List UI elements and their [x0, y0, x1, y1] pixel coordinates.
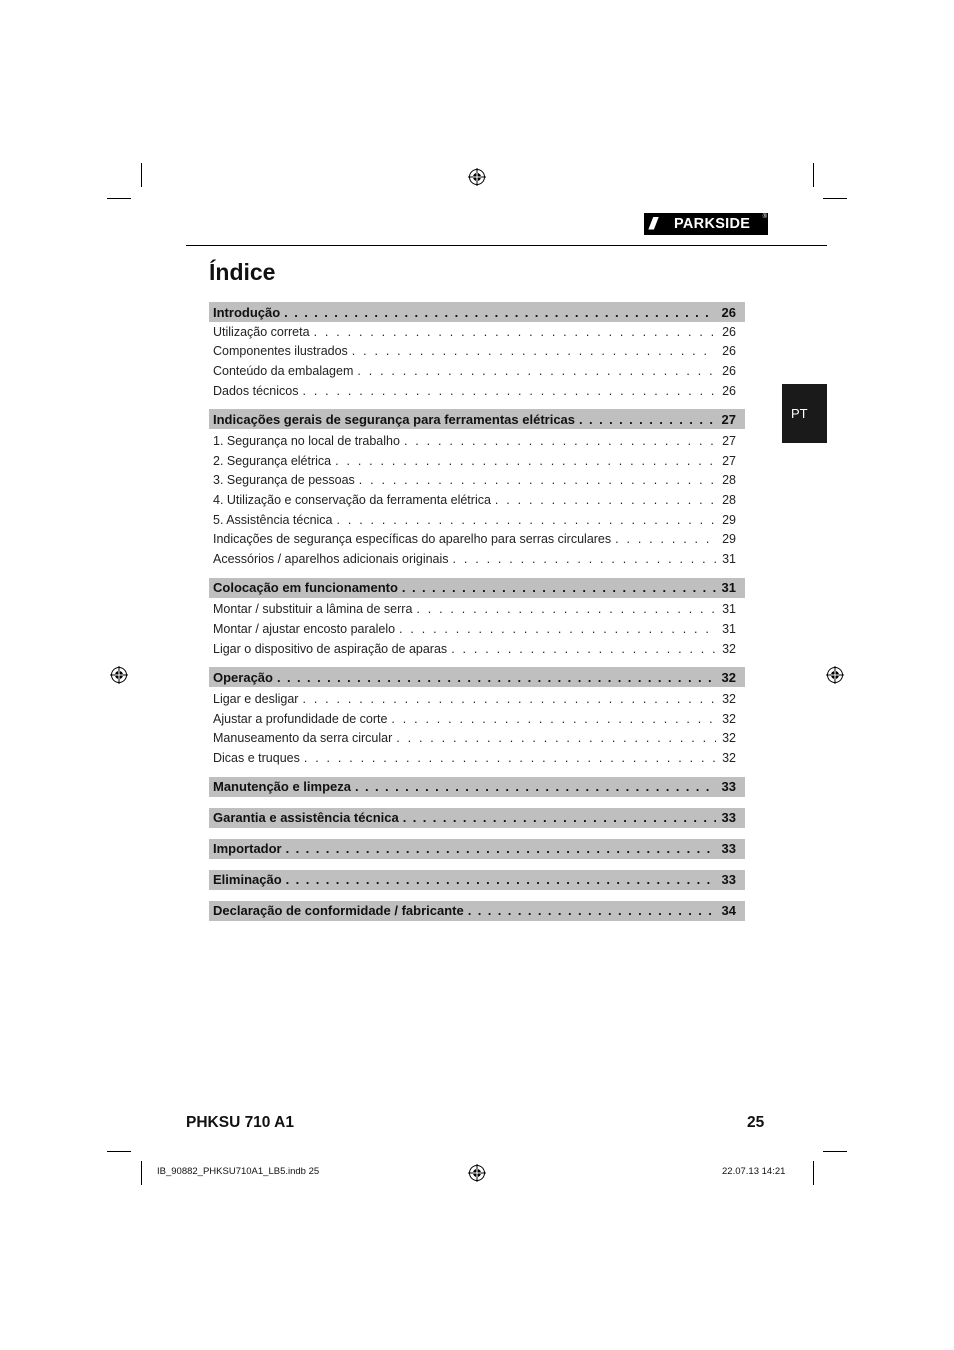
- brand-logo-slashes: ///: [649, 214, 655, 233]
- language-tab: [782, 384, 827, 443]
- toc-section-label: Introdução: [213, 304, 281, 320]
- toc-entry-page: 26: [722, 383, 736, 398]
- toc-section-heading[interactable]: [209, 839, 745, 859]
- toc-section-page: 31: [721, 580, 736, 596]
- toc-leader-dots: [337, 513, 716, 527]
- toc-section-heading[interactable]: [209, 302, 745, 322]
- language-tab-label: PT: [791, 406, 808, 421]
- toc-section: [209, 409, 745, 568]
- toc-leader-dots: [404, 434, 716, 448]
- toc-entry[interactable]: [209, 322, 745, 342]
- toc-section-page: 27: [721, 411, 736, 427]
- crop-mark-top-left-v: [141, 163, 142, 187]
- toc-entry[interactable]: [209, 361, 745, 381]
- toc-entry-page: 29: [722, 512, 736, 527]
- toc-entry-page: 29: [722, 532, 736, 547]
- toc-entry[interactable]: [209, 490, 745, 510]
- registration-mark-icon: [826, 666, 844, 684]
- toc-leader-dots: [399, 622, 716, 636]
- footer-page-number: 25: [747, 1114, 765, 1131]
- toc-section-label: Manutenção e limpeza: [213, 779, 351, 795]
- toc-entry-label: 3. Segurança de pessoas: [213, 473, 355, 488]
- toc-entry[interactable]: [209, 510, 745, 530]
- header-rule: [186, 245, 827, 246]
- toc-leader-dots: [468, 903, 716, 918]
- toc-entry-page: 32: [722, 711, 736, 726]
- toc-leader-dots: [359, 473, 716, 487]
- toc-entry-label: 4. Utilização e conservação da ferramenta elétrica: [213, 492, 491, 507]
- crop-mark-top-right-v: [813, 163, 814, 187]
- toc-entry-page: 28: [722, 473, 736, 488]
- toc-entry-label: Utilização correta: [213, 324, 310, 339]
- toc-entry-page: 31: [722, 602, 736, 617]
- toc-section-label: Colocação em funcionamento: [213, 580, 398, 596]
- crop-mark-top-right-h: [823, 198, 847, 199]
- toc-entry[interactable]: [209, 729, 745, 749]
- toc-section-label: Garantia e assistência técnica: [213, 810, 399, 826]
- toc-entry-label: Manuseamento da serra circular: [213, 731, 393, 746]
- toc-entry-label: 1. Segurança no local de trabalho: [213, 434, 400, 449]
- toc-section-page: 33: [721, 779, 736, 795]
- brand-logo: [644, 213, 768, 235]
- print-slug-file: IB_90882_PHKSU710A1_LB5.indb 25: [157, 1166, 320, 1177]
- toc-leader-dots: [416, 602, 716, 616]
- toc-section-label: Importador: [213, 841, 282, 857]
- toc-leader-dots: [402, 580, 716, 595]
- toc-leader-dots: [495, 493, 716, 507]
- toc-entry-label: 2. Segurança elétrica: [213, 453, 332, 468]
- toc-leader-dots: [352, 344, 716, 358]
- toc-entry[interactable]: [209, 709, 745, 729]
- toc-section-page: 34: [721, 903, 736, 919]
- toc-entry-page: 31: [722, 621, 736, 636]
- toc-entry-page: 32: [722, 750, 736, 765]
- toc-entry-label: Ajustar a profundidade de corte: [213, 711, 388, 726]
- registration-mark-icon: [468, 168, 486, 186]
- crop-mark-bottom-right-v: [813, 1161, 814, 1185]
- toc-leader-dots: [396, 731, 716, 745]
- toc-leader-dots: [286, 872, 716, 887]
- toc-entry[interactable]: [209, 689, 745, 709]
- crop-mark-bottom-left-h: [107, 1151, 131, 1152]
- crop-mark-bottom-left-v: [141, 1161, 142, 1185]
- toc-entry-label: 5. Assistência técnica: [213, 512, 333, 527]
- toc-leader-dots: [302, 384, 716, 398]
- toc-entry-label: Montar / ajustar encosto paralelo: [213, 621, 396, 636]
- toc-entry-page: 26: [722, 363, 736, 378]
- toc-section-heading[interactable]: [209, 808, 745, 828]
- toc-entry[interactable]: [209, 471, 745, 491]
- toc-entry[interactable]: [209, 748, 745, 768]
- brand-registered-mark: ®: [762, 214, 767, 220]
- toc-leader-dots: [314, 325, 716, 339]
- toc-leader-dots: [615, 532, 716, 546]
- toc-entry-page: 32: [722, 692, 736, 707]
- toc-entry-label: Dados técnicos: [213, 383, 299, 398]
- toc-leader-dots: [302, 692, 716, 706]
- toc-leader-dots: [579, 412, 716, 427]
- toc-section-label: Declaração de conformidade / fabricante: [213, 903, 464, 919]
- toc-section-heading[interactable]: [209, 777, 745, 797]
- toc-section-page: 32: [721, 669, 736, 685]
- toc-leader-dots: [357, 364, 716, 378]
- toc-section-page: 33: [721, 841, 736, 857]
- toc-entry[interactable]: [209, 342, 745, 362]
- toc-leader-dots: [453, 552, 716, 566]
- toc-entry[interactable]: [209, 431, 745, 451]
- toc-entry-page: 26: [722, 344, 736, 359]
- crop-mark-top-left-h: [107, 198, 131, 199]
- toc-leader-dots: [335, 454, 716, 468]
- toc-section-page: 33: [721, 810, 736, 826]
- toc-section-heading[interactable]: [209, 667, 745, 687]
- toc-entry[interactable]: [209, 451, 745, 471]
- toc-section: [209, 302, 745, 400]
- registration-mark-icon: [110, 666, 128, 684]
- toc-entry-page: 28: [722, 492, 736, 507]
- toc-entry[interactable]: [209, 549, 745, 569]
- toc-entry-page: 27: [722, 434, 736, 449]
- toc-leader-dots: [451, 642, 716, 656]
- toc-entry-label: Acessórios / aparelhos adicionais originais: [213, 551, 449, 566]
- toc-section-heading[interactable]: [209, 901, 745, 921]
- toc-entry[interactable]: [209, 600, 745, 620]
- toc-entry-label: Ligar e desligar: [213, 692, 299, 707]
- toc-section-label: Indicações gerais de segurança para ferramentas elétricas: [213, 411, 576, 427]
- print-slug-timestamp: 22.07.13 14:21: [722, 1166, 786, 1177]
- toc-entry-label: Conteúdo da embalagem: [213, 363, 354, 378]
- toc-leader-dots: [304, 751, 716, 765]
- toc-section-page: 26: [721, 304, 736, 320]
- toc-section-heading[interactable]: [209, 870, 745, 890]
- toc-leader-dots: [355, 779, 716, 794]
- toc-section-label: Operação: [213, 669, 273, 685]
- footer-model-name: PHKSU 710 A1: [186, 1114, 294, 1131]
- toc-entry[interactable]: [209, 639, 745, 659]
- toc-entry[interactable]: [209, 529, 745, 549]
- toc-entry-label: Ligar o dispositivo de aspiração de aparas: [213, 641, 448, 656]
- page-title: Índice: [209, 259, 276, 285]
- toc-leader-dots: [277, 670, 716, 685]
- toc-entry[interactable]: [209, 381, 745, 401]
- toc-entry-page: 31: [722, 551, 736, 566]
- toc-section: [209, 578, 745, 659]
- toc-leader-dots: [391, 712, 716, 726]
- toc-section-heading[interactable]: [209, 409, 745, 429]
- crop-mark-bottom-right-h: [823, 1151, 847, 1152]
- toc-entry-page: 27: [722, 453, 736, 468]
- toc-entry-label: Componentes ilustrados: [213, 344, 348, 359]
- toc-section-heading[interactable]: [209, 578, 745, 598]
- toc-leader-dots: [286, 841, 716, 856]
- toc-section-page: 33: [721, 872, 736, 888]
- toc-entry-page: 26: [722, 324, 736, 339]
- toc-entry-page: 32: [722, 641, 736, 656]
- table-of-contents: [209, 302, 745, 921]
- toc-entry-label: Montar / substituir a lâmina de serra: [213, 602, 413, 617]
- toc-entry-label: Dicas e truques: [213, 750, 300, 765]
- toc-entry[interactable]: [209, 619, 745, 639]
- toc-section-label: Eliminação: [213, 872, 282, 888]
- registration-mark-icon: [468, 1164, 486, 1182]
- toc-leader-dots: [284, 305, 716, 320]
- toc-leader-dots: [403, 810, 716, 825]
- toc-section: [209, 667, 745, 767]
- brand-logo-text: PARKSIDE: [674, 216, 751, 232]
- toc-entry-label: Indicações de segurança específicas do aparelho para serras circulares: [213, 532, 612, 547]
- toc-entry-page: 32: [722, 731, 736, 746]
